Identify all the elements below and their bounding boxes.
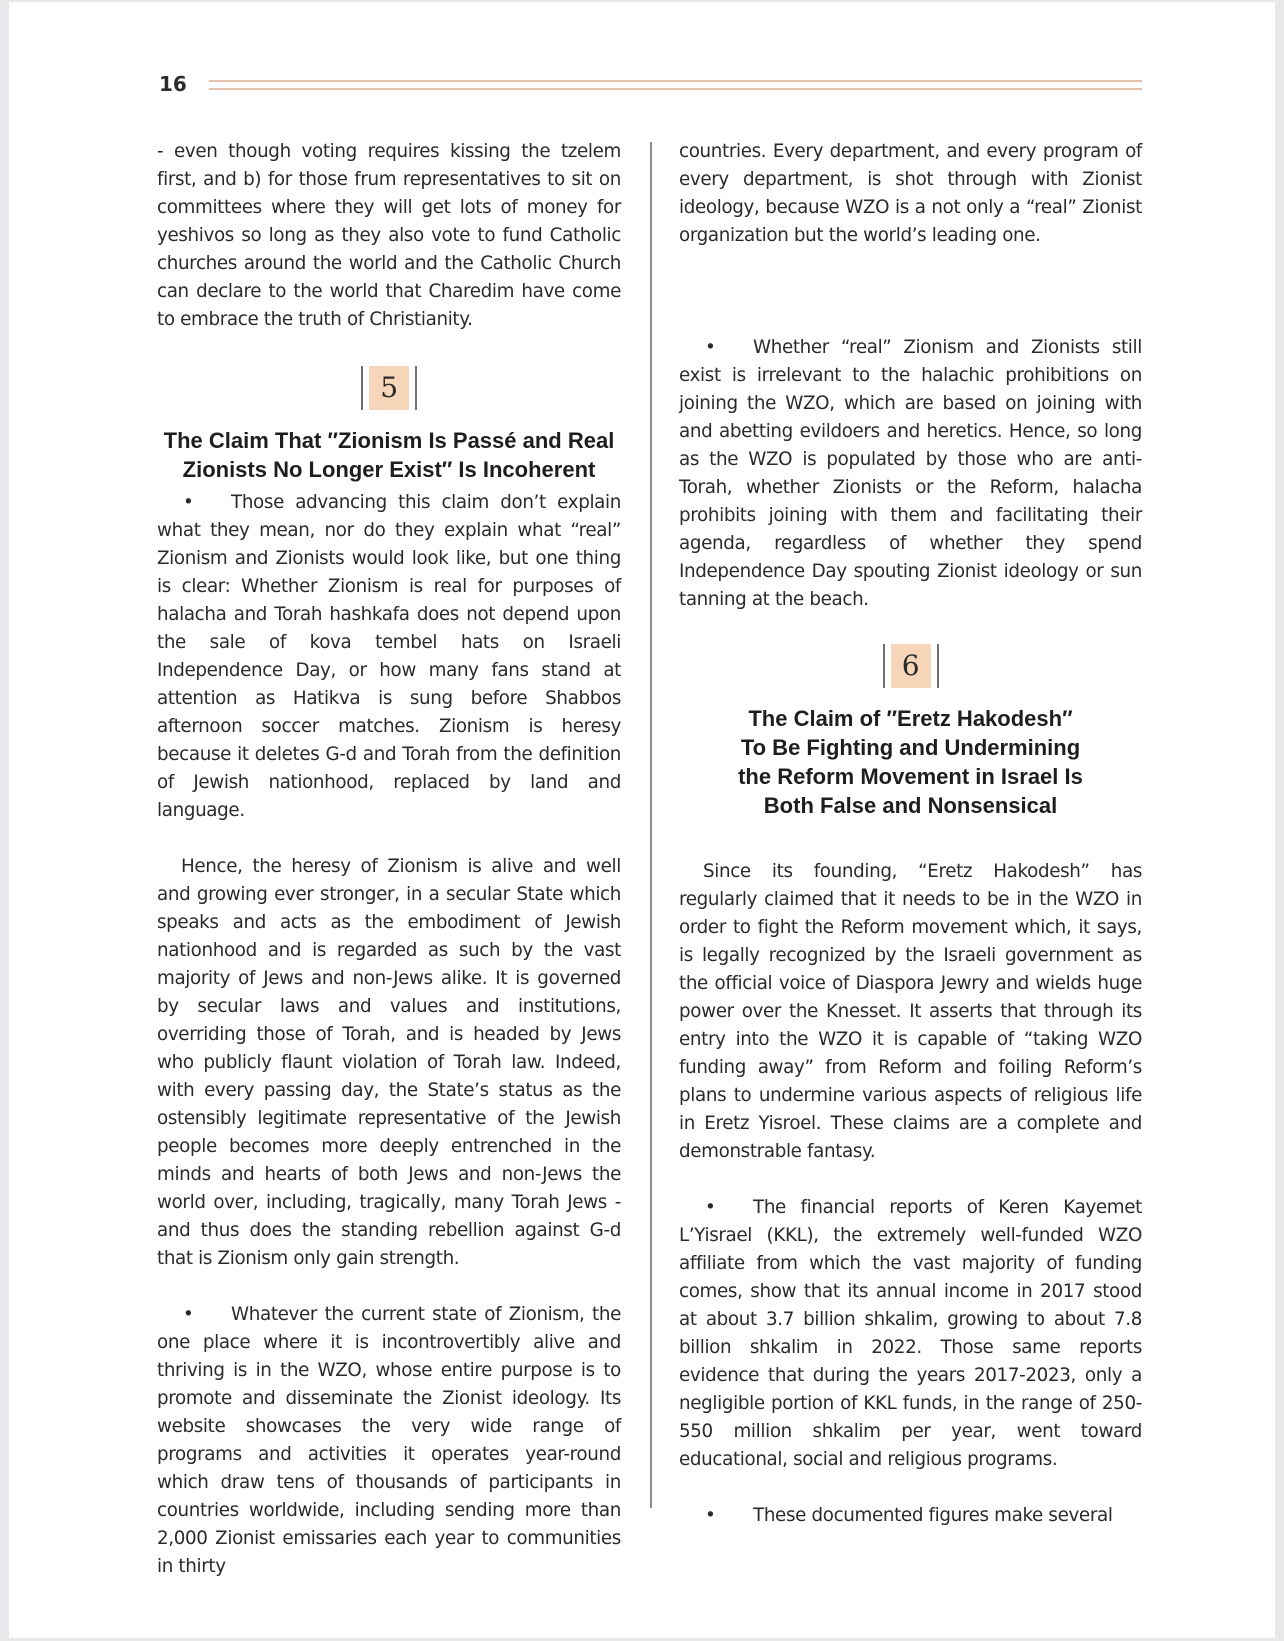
badge-bar-right (415, 366, 417, 410)
document-page (9, 2, 1275, 1638)
bullet-text: These documented figures make several (753, 1505, 1113, 1526)
header-double-rule (209, 80, 1142, 91)
bullet-icon: • (183, 492, 194, 513)
section-title-line: The Claim That ″Zionism Is Passé and Real (163, 428, 615, 453)
section-title-line: the Reform Movement in Israel Is (738, 764, 1083, 789)
bullet-paragraph (679, 1194, 1142, 1474)
section-number: 6 (891, 644, 931, 688)
right-column (679, 138, 1142, 1530)
bullet-text: Whether “real” Zionism and Zionists still exist is irrelevant to the halachic prohibitions on joining the WZO, which are based on joining with and abetting evildoers and heretics. Hence, so long as the WZO is populated by those who are anti-Torah, whether Zionists or the Reform, halacha prohibits joining with them and facilitating their agenda, regardless of whether they spend Independence Day spouting Zionist ideology or sun tanning at the beach. (679, 337, 1142, 610)
badge-bar-left (361, 366, 363, 410)
bullet-icon: • (705, 1505, 716, 1526)
section-number: 5 (369, 366, 409, 410)
header-rule-line (209, 88, 1142, 90)
paragraph: countries. Every department, and every program of every department, is shot through with Zionist ideology, because WZO is a not only a “real” Zionist organization but the world’s leading one. (679, 141, 1142, 246)
paragraph: Since its founding, “Eretz Hakodesh” has regularly claimed that it needs to be in the WZO in order to fight the Reform movement which, it says, is legally recognized by the Israeli government as the official voice of Diaspora Jewry and wields huge power over the Knesset. It asserts that through its entry into the WZO it is capable of “taking WZO funding away” from Reform and foiling Reform’s plans to undermine various aspects of religious life in Eretz Yisroel. These claims are a complete and demonstrable fantasy. (679, 861, 1142, 1162)
paragraph: Hence, the heresy of Zionism is alive and well and growing ever stronger, in a secular State which speaks and acts as the embodiment of Jewish nationhood and is regarded as such by the vast majority of Jews and non-Jews alike. It is governed by secular laws and values and institutions, overriding those of Torah, and is headed by Jews who publicly flaunt violation of Torah law. Indeed, with every passing day, the State’s status as the ostensibly legitimate representative of the Jewish people becomes more deeply entrenched in the minds and hearts of both Jews and non-Jews the world over, including, tragically, many Torah Jews - and thus does the standing rebellion against G-d that is Zionism only gain strength. (157, 856, 621, 1269)
bullet-icon: • (705, 1197, 716, 1218)
bullet-text: Those advancing this claim don’t explain what they mean, nor do they explain what “real” Zionism and Zionists would look like, but one thing is clear: Whether Zionism is real for purposes of halacha and Torah hashkafa does not depend upon the sale of kova tembel hats on Israeli Independence Day, or how many fans stand at attention as Hatikva is sung before Shabbos afternoon soccer matches. Zionism is heresy because it deletes G-d and Torah from the definition of Jewish nationhood, replaced by land and language. (157, 492, 621, 821)
bullet-paragraph (679, 1502, 1142, 1530)
page-number: 16 (159, 72, 187, 96)
bullet-icon: • (705, 337, 716, 358)
section-number-badge (157, 366, 621, 410)
section-title-line: Both False and Nonsensical (763, 793, 1058, 818)
bullet-icon: • (183, 1304, 194, 1325)
section-number-badge (679, 644, 1142, 688)
bullet-text: Whatever the current state of Zionism, the one place where it is incontrovertibly alive and thriving is in the WZO, whose entire purpose is to promote and disseminate the Zionist ideology. Its website showcases the very wide range of programs and activities it operates year-round which draw tens of thousands of participants in countries worldwide, including sending more than 2,000 Zionist emissaries each year to communities in thirty (157, 1304, 621, 1577)
section-title (679, 704, 1142, 820)
section-title-line: To Be Fighting and Undermining (740, 735, 1081, 760)
badge-bar-right (937, 644, 939, 688)
paragraph: - even though voting requires kissing the tzelem first, and b) for those frum representatives to sit on committees where they will get lots of money for yeshivos so long as they also vote to fund Catholic churches around the world and the Catholic Church can declare to the world that Charedim have come to embrace the truth of Christianity. (157, 141, 621, 330)
badge-bar-left (883, 644, 885, 688)
bullet-paragraph (157, 1301, 621, 1581)
left-column (157, 138, 621, 1581)
bullet-paragraph (157, 489, 621, 825)
header-rule-line (209, 80, 1142, 82)
bullet-paragraph (679, 334, 1142, 614)
bullet-text: The financial reports of Keren Kayemet L’Yisrael (KKL), the extremely well-funded WZO affiliate from which the vast majority of funding comes, show that its annual income in 2017 stood at about 3.7 billion shkalim, growing to about 7.8 billion shkalim in 2022. Those same reports evidence that during the years 2017-2023, only a negligible portion of KKL funds, in the range of 250-550 million shkalim per year, went toward educational, social and religious programs. (679, 1197, 1142, 1470)
column-divider (650, 142, 652, 1508)
section-title (157, 426, 621, 484)
section-title-line: The Claim of ″Eretz Hakodesh″ (748, 706, 1073, 731)
section-title-line: Zionists No Longer Exist″ Is Incoherent (182, 457, 596, 482)
